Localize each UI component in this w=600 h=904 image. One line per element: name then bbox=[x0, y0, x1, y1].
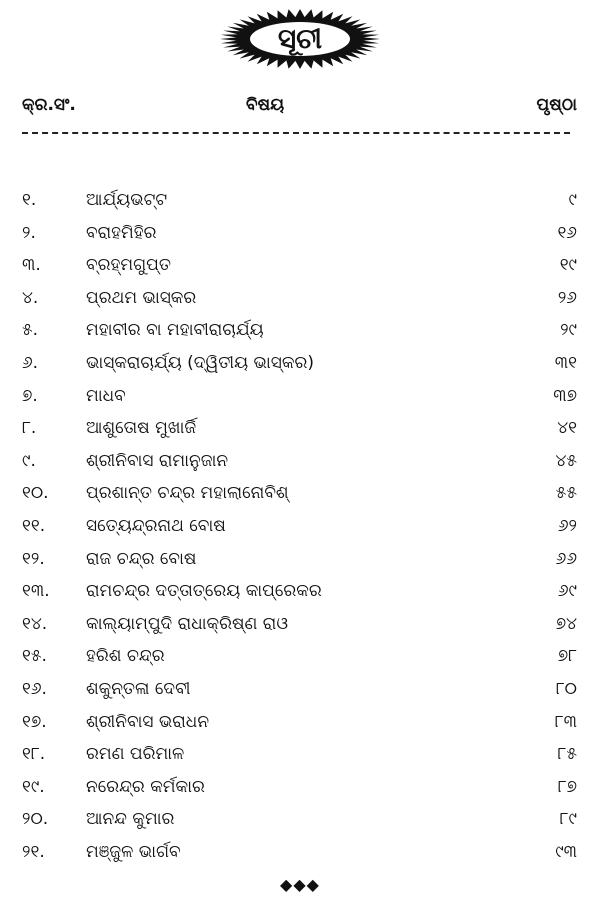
entry-page: ୮୯ bbox=[559, 809, 577, 830]
dashed-divider bbox=[22, 132, 570, 134]
entry-page: ୮୩ bbox=[554, 711, 577, 732]
serial-header: କ୍ର.ସଂ. bbox=[22, 95, 76, 115]
toc-row bbox=[22, 184, 577, 217]
entry-page: ୬୬ bbox=[555, 548, 577, 569]
toc-row bbox=[22, 412, 577, 445]
entry-number: ୧୪. bbox=[22, 613, 48, 634]
entry-page: ୭୮ bbox=[557, 646, 577, 667]
toc-row bbox=[22, 673, 577, 706]
entry-page: ୬୯ bbox=[557, 581, 577, 602]
entry-page: ୫୫ bbox=[555, 483, 577, 504]
toc-row bbox=[22, 477, 577, 510]
entry-subject: ମହାବୀର ବା ମହାବୀରାଚାର୍ଯ୍ୟ bbox=[86, 320, 264, 341]
entry-subject: ଭାସ୍କରାଚାର୍ଯ୍ୟ (ଦ୍ୱିତୀୟ ଭାସ୍କର) bbox=[86, 352, 314, 373]
toc-row bbox=[22, 217, 577, 250]
entry-subject: ନରେନ୍ଦ୍ର କର୍ମକାର bbox=[86, 776, 205, 797]
entry-subject: ରାଜ ଚନ୍ଦ୍ର ବୋଷ bbox=[86, 548, 197, 569]
entry-number: ୧୨. bbox=[22, 548, 45, 569]
toc-row bbox=[22, 282, 577, 315]
entry-page: ୪୧ bbox=[557, 418, 577, 439]
toc-row bbox=[22, 347, 577, 380]
entry-number: ୮. bbox=[22, 418, 37, 439]
entry-page: ୮୭ bbox=[557, 776, 577, 797]
entry-number: ୧୬. bbox=[22, 678, 47, 699]
entry-subject: ଶକୁନ୍ତଳା ଦେବୀ bbox=[86, 678, 191, 699]
entry-number: ୫. bbox=[22, 320, 39, 341]
entry-page: ୧୯ bbox=[559, 255, 577, 276]
entry-number: ୧. bbox=[22, 190, 37, 210]
toc-row bbox=[22, 380, 577, 413]
toc-row bbox=[22, 640, 577, 673]
entry-page: ୨୬ bbox=[557, 287, 577, 308]
entry-subject: ପ୍ରଥମ ଭାସ୍କର bbox=[86, 287, 197, 308]
toc-row bbox=[22, 706, 577, 739]
entry-subject: ଆର୍ଯ୍ୟଭଟ୍ଟ bbox=[86, 190, 168, 210]
entry-page: ୮୦ bbox=[555, 678, 577, 699]
entry-number: ୧୩. bbox=[22, 581, 50, 602]
toc-row bbox=[22, 738, 577, 771]
toc-list bbox=[22, 184, 577, 868]
entry-page: ୮୫ bbox=[557, 744, 577, 765]
toc-row bbox=[22, 836, 577, 869]
entry-page: ୯ bbox=[568, 190, 577, 210]
entry-subject: ମାଧବ bbox=[86, 385, 126, 406]
entry-subject: ଶ୍ରୀନିବାସ ରାମାନୁଜାନ bbox=[86, 450, 229, 471]
toc-row bbox=[22, 803, 577, 836]
entry-page: ୯୩ bbox=[555, 841, 577, 862]
entry-number: ୨୧. bbox=[22, 841, 45, 862]
entry-number: ୯. bbox=[22, 450, 36, 471]
entry-page: ୨୯ bbox=[560, 320, 577, 341]
entry-subject: କାଲ୍ୟାମ୍ପୁଦି ରାଧାକ୍ରିଷ୍ଣ ରାଓ bbox=[86, 613, 289, 634]
entry-subject: ପ୍ରଶାନ୍ତ ଚନ୍ଦ୍ର ମହାଲାନୋବିଶ୍ bbox=[86, 483, 289, 504]
entry-subject: ଶ୍ରୀନିବାସ ଭରାଧନ bbox=[86, 711, 210, 732]
toc-row bbox=[22, 445, 577, 478]
entry-page: ୧୬ bbox=[557, 222, 577, 243]
toc-row bbox=[22, 543, 577, 576]
entry-subject: ଆନନ୍ଦ କୁମାର bbox=[86, 809, 175, 830]
entry-number: ୩. bbox=[22, 255, 41, 276]
entry-number: ୭. bbox=[22, 385, 38, 406]
toc-header bbox=[22, 95, 577, 119]
entry-page: ୬୨ bbox=[557, 515, 577, 536]
entry-page: ୪୫ bbox=[555, 450, 577, 471]
toc-row bbox=[22, 314, 577, 347]
entry-number: ୧୧. bbox=[22, 515, 46, 536]
entry-number: ୪. bbox=[22, 287, 39, 308]
entry-page: ୩୭ bbox=[553, 385, 577, 406]
toc-row bbox=[22, 575, 577, 608]
entry-subject: ଆଶୁତୋଷ ମୁଖାର୍ଜି bbox=[86, 418, 197, 439]
subject-header: ବିଷୟ bbox=[246, 95, 285, 115]
entry-number: ୧୯. bbox=[22, 776, 45, 797]
entry-number: ୨. bbox=[22, 222, 36, 243]
entry-subject: ରାମଚନ୍ଦ୍ର ଦତ୍ତାତ୍ରେୟ କାପ୍ରେକର bbox=[86, 581, 322, 602]
page-header: ପୃଷ୍ଠା bbox=[536, 95, 577, 115]
diamond-ornament-icon: ◆◆◆ bbox=[280, 875, 320, 894]
entry-subject: ବରାହମିହିର bbox=[86, 222, 157, 243]
entry-number: ୬. bbox=[22, 352, 39, 373]
entry-number: ୧୫. bbox=[22, 646, 47, 667]
entry-subject: ସତ୍ୟେନ୍ଦ୍ରନାଥ ବୋଷ bbox=[86, 515, 226, 536]
toc-row bbox=[22, 249, 577, 282]
entry-number: ୧୦. bbox=[22, 483, 49, 504]
toc-row bbox=[22, 771, 577, 804]
toc-row bbox=[22, 510, 577, 543]
toc-row bbox=[22, 608, 577, 641]
title-badge bbox=[218, 8, 382, 70]
entry-subject: ମଞ୍ଜୁଳ ଭାର୍ଗବ bbox=[86, 841, 181, 862]
entry-page: ୩୧ bbox=[554, 352, 577, 373]
entry-subject: ହରିଶ ଚନ୍ଦ୍ର bbox=[86, 646, 165, 667]
entry-subject: ବ୍ରହ୍ମଗୁପ୍ତ bbox=[86, 255, 171, 276]
entry-subject: ରମଣ ପରିମାଳ bbox=[86, 744, 185, 765]
page-title: ସୂଚୀ bbox=[277, 22, 323, 55]
entry-number: ୧୭. bbox=[22, 711, 47, 732]
entry-number: ୧୮. bbox=[22, 744, 46, 765]
entry-page: ୭୪ bbox=[555, 613, 577, 634]
entry-number: ୨୦. bbox=[22, 809, 49, 830]
